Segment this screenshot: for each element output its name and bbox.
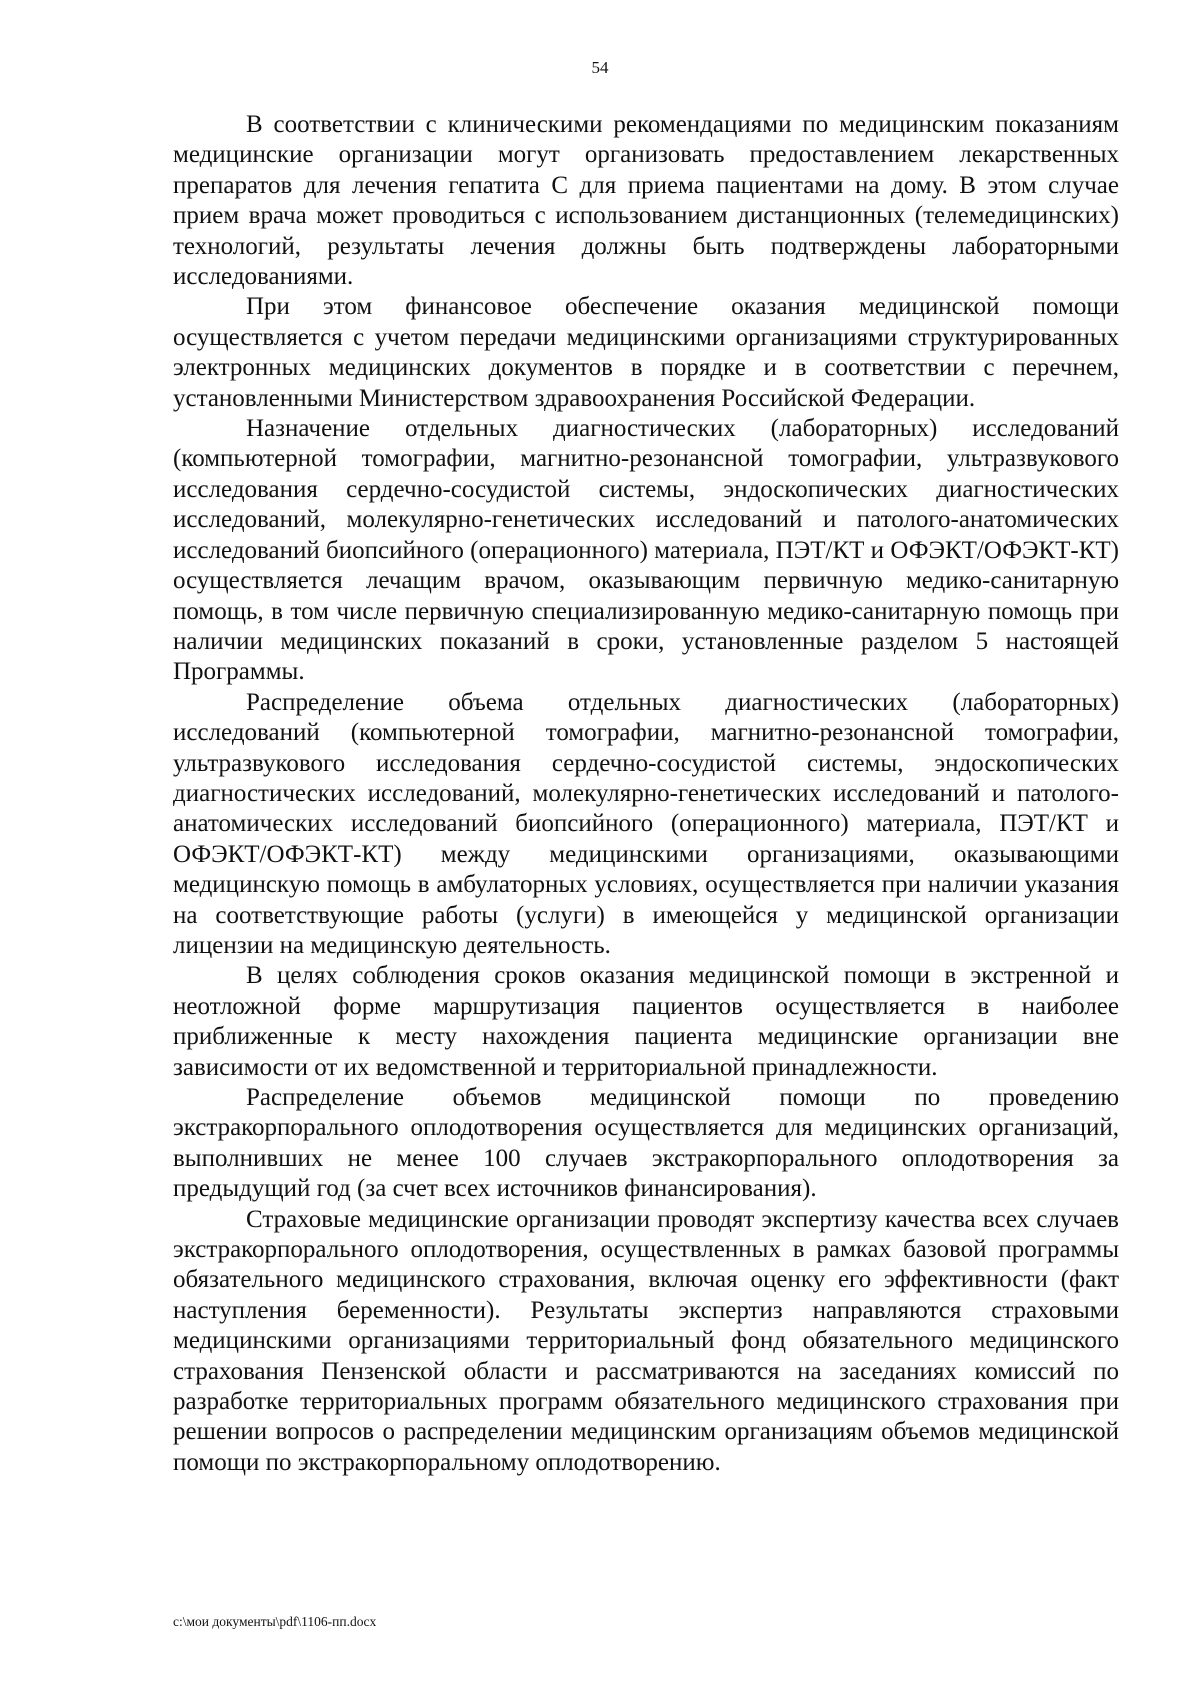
paragraph-ivf-expertise: Страховые медицинские организации проводят экспертизу качества всех случаев экстракорпорального оплодотворения, осуществленных в рамках базовой программы обязательного медицинского страхования, включая оценку его эффективности (факт наступления беременности). Результаты экспертиз направляются страховыми медицинскими организациями территориальный фонд обязательного медицинского страхования Пензенской области и рассматриваются на заседаниях комиссий по разработке территориальных программ обязательного медицинского страхования при решении вопросов о распределении медицинским организациям объемов медицинской помощи по экстракорпоральному оплодотворению.	[173, 1205, 1119, 1476]
paragraph-diagnostic-assignment: Назначение отдельных диагностических (лабораторных) исследований (компьютерной томографии, магнитно-резонансной томографии, ультразвукового исследования сердечно-сосудистой системы, эндоскопических диагностических исследований, молекулярно-генетических исследований и патолого-анатомических исследований биопсийного (операционного) материала, ПЭТ/КТ и ОФЭКТ/ОФЭКТ-КТ) осуществляется лечащим врачом, оказывающим первичную медико-санитарную помощь, в том числе первичную специализированную медико-санитарную помощь при наличии медицинских показаний в сроки, установленные разделом 5 настоящей Программы.	[173, 415, 1119, 686]
paragraph-hepatitis-c: В соответствии с клиническими рекомендациями по медицинским показаниям медицинские организации могут организовать предоставлением лекарственных препаратов для лечения гепатита С для приема пациентами на дому. В этом случае прием врача может проводиться с использованием дистанционных (телемедицинских) технологий, результаты лечения должны быть подтверждены лабораторными исследованиями.	[173, 111, 1119, 291]
paragraph-ivf-distribution: Распределение объемов медицинской помощи по проведению экстракорпорального оплодотворения осуществляется для медицинских организаций, выполнивших не менее 100 случаев экстракорпорального оплодотворения за предыдущий год (за счет всех источников финансирования).	[173, 1084, 1119, 1203]
paragraph-emergency-routing: В целях соблюдения сроков оказания медицинской помощи в экстренной и неотложной форме маршрутизация пациентов осуществляется в наиболее приближенные к месту нахождения пациента медицинские организации вне зависимости от их ведомственной и территориальной принадлежности.	[173, 962, 1119, 1081]
document-body	[173, 110, 1119, 1478]
paragraph-financing: При этом финансовое обеспечение оказания медицинской помощи осуществляется с учетом передачи медицинскими организациями структурированных электронных медицинских документов в порядке и в соответствии с перечнем, установленными Министерством здравоохранения Российской Федерации.	[173, 293, 1119, 412]
footer-file-path: c:\мои документы\pdf\1106-пп.docx	[173, 1614, 377, 1629]
paragraph-diagnostic-distribution: Распределение объема отдельных диагностических (лабораторных) исследований (компьютерной томографии, магнитно-резонансной томографии, ультразвукового исследования сердечно-сосудистой системы, эндоскопических диагностических исследований, молекулярно-генетических исследований и патолого-анатомических исследований биопсийного (операционного) материала, ПЭТ/КТ и ОФЭКТ/ОФЭКТ-КТ) между медицинскими организациями, оказывающими медицинскую помощь в амбулаторных условиях, осуществляется при наличии указания на соответствующие работы (услуги) в имеющейся у медицинской организации лицензии на медицинскую деятельность.	[173, 688, 1119, 959]
page-number: 54	[591, 58, 609, 77]
